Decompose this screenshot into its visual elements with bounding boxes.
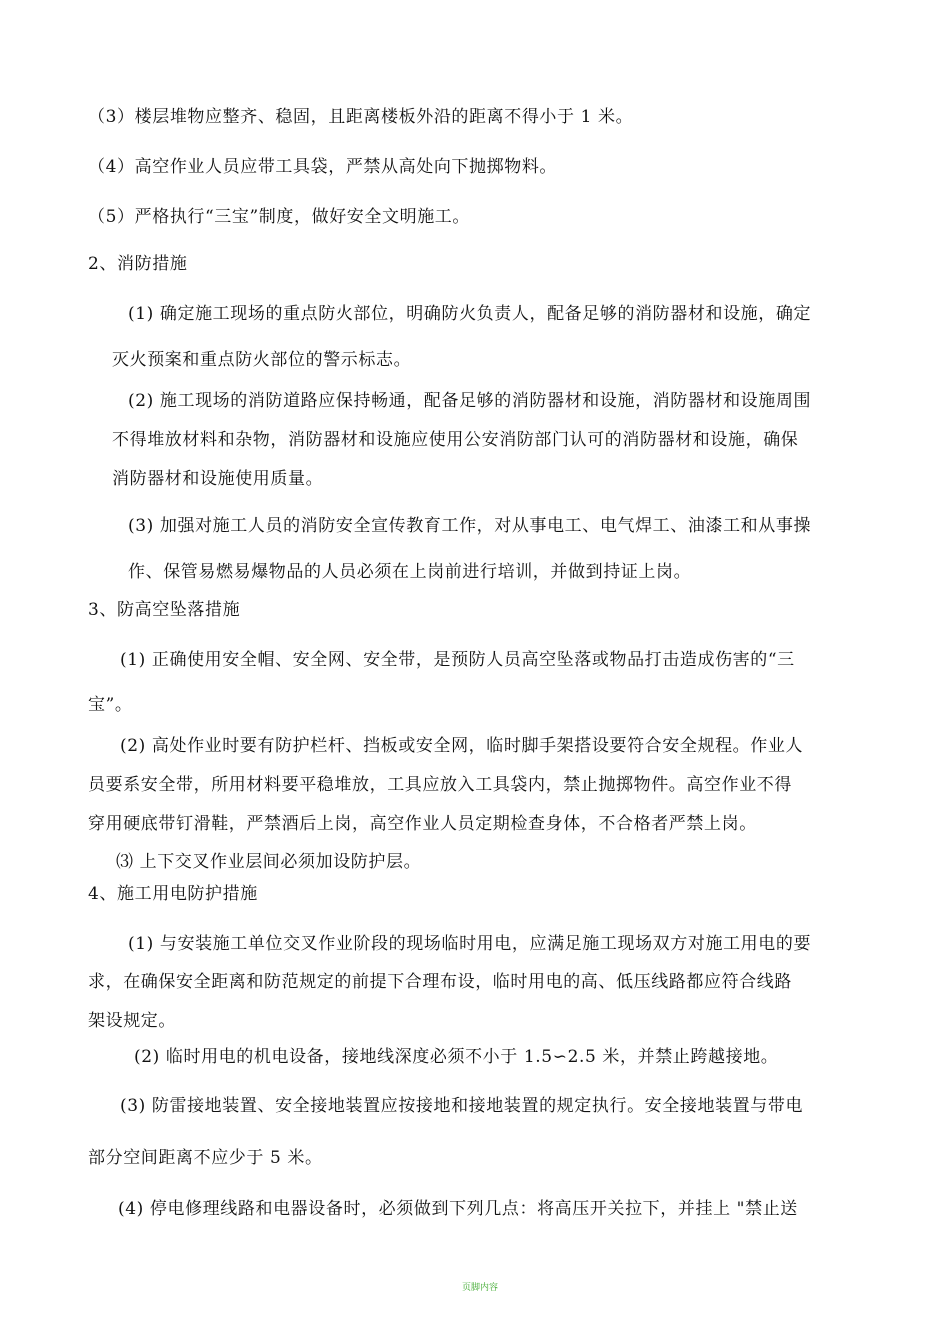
text-line: 灭火预案和重点防火部位的警示标志。 (112, 350, 412, 370)
text-line: 部分空间距离不应少于 5 米。 (88, 1148, 323, 1168)
text-line: 作、保管易燃易爆物品的人员必须在上岗前进行培训，并做到持证上岗。 (128, 562, 692, 582)
text-line: （3）楼层堆物应整齐、稳固，且距离楼板外沿的距离不得小于 1 米。 (88, 107, 634, 127)
text-line: ⑶ 上下交叉作业层间必须加设防护层。 (116, 852, 422, 872)
text-line: (2) 高处作业时要有防护栏杆、挡板或安全网，临时脚手架搭设要符合安全规程。作业人 (120, 736, 804, 756)
section-heading: 3、防高空坠落措施 (88, 600, 241, 620)
text-line: 穿用硬底带钉滑鞋，严禁酒后上岗，高空作业人员定期检查身体，不合格者严禁上岗。 (88, 814, 757, 834)
page-footer: 页脚内容 (462, 1283, 499, 1293)
text-line: (2) 临时用电的机电设备，接地线深度必须不小于 1.5∽2.5 米，并禁止跨越接地。 (134, 1047, 779, 1067)
text-line: (1) 确定施工现场的重点防火部位，明确防火负责人，配备足够的消防器材和设施，确定 (128, 304, 812, 324)
text-line: （4）高空作业人员应带工具袋，严禁从高处向下抛掷物料。 (88, 157, 558, 177)
text-line: 架设规定。 (88, 1011, 176, 1031)
text-line: 宝”。 (88, 695, 133, 715)
text-line: 求，在确保安全距离和防范规定的前提下合理布设，临时用电的高、低压线路都应符合线路 (88, 972, 792, 992)
text-line: (4) 停电修理线路和电器设备时，必须做到下列几点：将高压开关拉下，并挂上 "禁止送 (118, 1199, 798, 1219)
text-line: （5）严格执行“三宝”制度，做好安全文明施工。 (88, 207, 470, 227)
text-line: (3) 加强对施工人员的消防安全宣传教育工作，对从事电工、电气焊工、油漆工和从事操 (128, 516, 812, 536)
text-line: 消防器材和设施使用质量。 (112, 469, 324, 489)
text-line: (1) 正确使用安全帽、安全网、安全带，是预防人员高空坠落或物品打击造成伤害的“三 (120, 650, 795, 670)
section-heading: 2、消防措施 (88, 254, 188, 274)
text-line: (2) 施工现场的消防道路应保持畅通，配备足够的消防器材和设施，消防器材和设施周围 (128, 391, 812, 411)
text-line: 不得堆放材料和杂物，消防器材和设施应使用公安消防部门认可的消防器材和设施，确保 (112, 430, 799, 450)
section-heading: 4、施工用电防护措施 (88, 884, 258, 904)
text-line: (1) 与安装施工单位交叉作业阶段的现场临时用电，应满足施工现场双方对施工用电的要 (128, 934, 812, 954)
text-line: 员要系安全带，所用材料要平稳堆放，工具应放入工具袋内，禁止抛掷物件。高空作业不得 (88, 775, 792, 795)
text-line: (3) 防雷接地装置、安全接地装置应按接地和接地装置的规定执行。安全接地装置与带电 (120, 1096, 804, 1116)
